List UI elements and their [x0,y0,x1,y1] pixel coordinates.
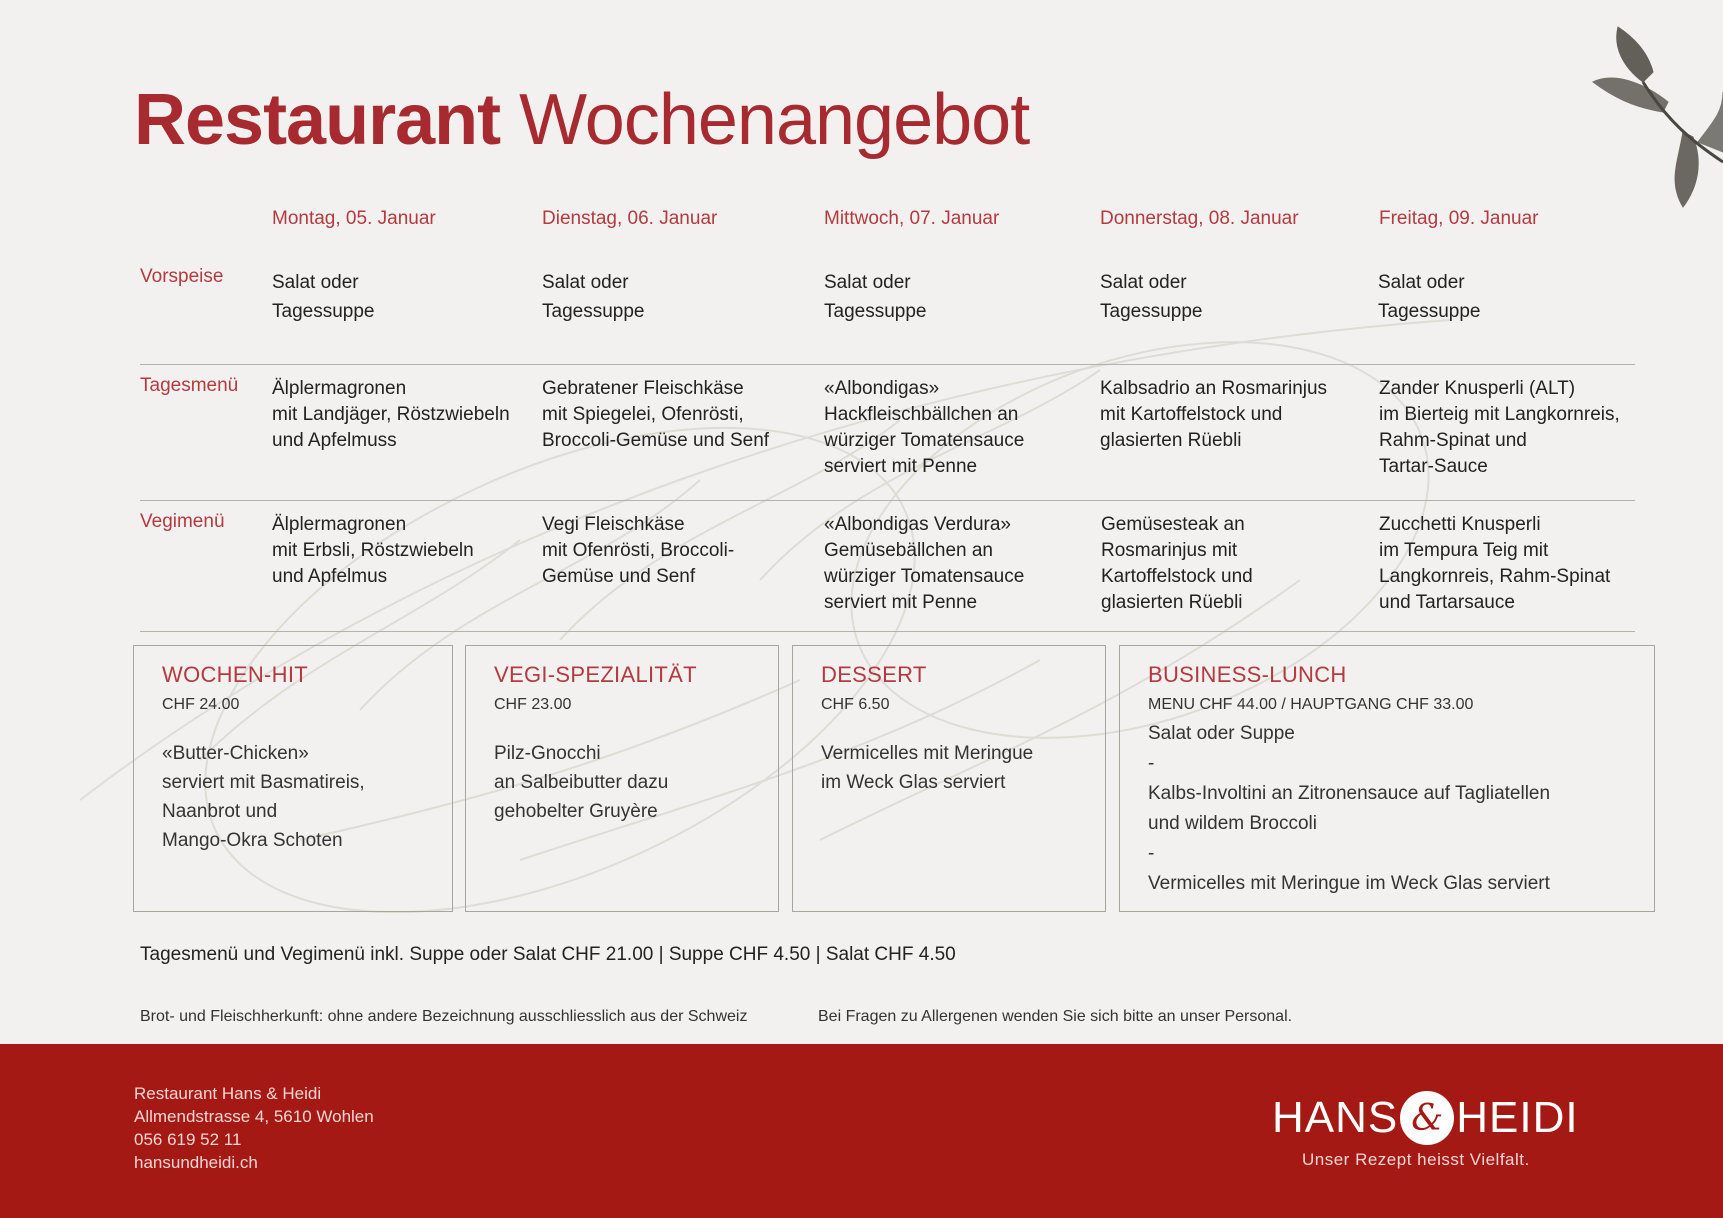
special-title: DESSERT [821,662,927,687]
brand-name-right: HEIDI [1456,1093,1579,1142]
daily-menu-monday: Älplermagronen mit Landjäger, Röstzwiebeln und Apfelmuss [272,378,510,451]
row-label-tagesmenu: Tagesmenü [140,375,239,396]
starter-monday: Salat oder Tagessuppe [272,272,375,322]
starter-wednesday: Salat oder Tagessuppe [824,272,927,322]
day-header-tuesday: Dienstag, 06. Januar [542,208,718,229]
day-header-friday: Freitag, 09. Januar [1379,208,1539,229]
vegi-menu-monday: Älplermagronen mit Erbsli, Röstzwiebeln und Apfelmus [272,514,474,587]
row-divider [140,364,1635,365]
special-price: CHF 6.50 [821,696,890,713]
page-title [134,80,1030,160]
daily-menu-friday: Zander Knusperli (ALT) im Bierteig mit Langkornreis, Rahm-Spinat und Tartar-Sauce [1379,378,1620,477]
title-light: Wochenangebot [519,80,1030,160]
daily-menu-thursday: Kalbsadrio an Rosmarinjus mit Kartoffelstock und glasierten Rüebli [1100,378,1328,451]
starter-tuesday: Salat oder Tagessuppe [542,272,645,322]
special-description: Salat oder Suppe - Kalbs-Involtini an Zitronensauce auf Tagliatellen und wildem Broccoli - Vermicelles mit Meringue im Weck Glas serviert [1148,723,1551,894]
starter-friday: Salat oder Tagessuppe [1378,272,1481,322]
row-divider [140,631,1635,632]
oak-sprig-icon [1573,12,1723,212]
restaurant-address: Restaurant Hans & Heidi Allmendstrasse 4, 5610 Wohlen 056 619 52 11 hansundheidi.ch [134,1084,374,1172]
special-box-vegi [465,645,779,912]
brand-tagline: Unser Rezept heisst Vielfalt. [1302,1150,1530,1169]
day-header-monday: Montag, 05. Januar [272,208,436,229]
vegi-menu-thursday: Gemüsesteak an Rosmarinjus mit Kartoffelstock und glasierten Rüebli [1101,514,1253,613]
special-box-dessert [792,645,1106,912]
vegi-menu-wednesday: «Albondigas Verdura» Gemüsebällchen an würziger Tomatensauce serviert mit Penne [824,514,1025,613]
special-description: Pilz-Gnocchi an Salbeibutter dazu gehobelter Gruyère [494,743,669,822]
daily-menu-tuesday: Gebratener Fleischkäse mit Spiegelei, Ofenrösti, Broccoli-Gemüse und Senf [542,378,770,451]
special-description: Vermicelles mit Meringue im Weck Glas serviert [821,743,1034,793]
special-box-wochenhit [133,645,453,912]
brand-logo [1272,1092,1579,1144]
special-price: CHF 24.00 [162,696,240,713]
day-header-thursday: Donnerstag, 08. Januar [1100,208,1299,229]
row-label-vorspeise: Vorspeise [140,266,224,287]
daily-menu-wednesday: «Albondigas» Hackfleischbällchen an würziger Tomatensauce serviert mit Penne [824,378,1025,477]
leaf-watermark-icon [0,240,1723,1040]
special-box-business-lunch [1119,645,1655,912]
vegi-menu-tuesday: Vegi Fleischkäse mit Ofenrösti, Broccoli- Gemüse und Senf [542,514,735,587]
special-price: MENU CHF 44.00 / HAUPTGANG CHF 33.00 [1148,696,1474,713]
origin-note: Brot- und Fleischherkunft: ohne andere Bezeichnung ausschliesslich aus der Schweiz [140,1008,748,1025]
vegi-menu-friday: Zucchetti Knusperli im Tempura Teig mit Langkornreis, Rahm-Spinat und Tartarsauce [1379,514,1611,613]
day-header-wednesday: Mittwoch, 07. Januar [824,208,1000,229]
special-description: «Butter-Chicken» serviert mit Basmatireis, Naanbrot und Mango-Okra Schoten [162,743,365,851]
row-divider [140,500,1635,501]
special-title: WOCHEN-HIT [162,662,308,687]
starter-thursday: Salat oder Tagessuppe [1100,272,1203,322]
special-price: CHF 23.00 [494,696,572,713]
brand-name-left: HANS [1272,1093,1399,1142]
special-title: VEGI-SPEZIALITÄT [494,662,697,687]
price-note: Tagesmenü und Vegimenü inkl. Suppe oder Salat CHF 21.00 | Suppe CHF 4.50 | Salat CHF 4.50 [140,944,956,965]
title-bold: Restaurant [134,80,501,160]
special-title: BUSINESS-LUNCH [1148,662,1347,687]
footer [0,1044,1723,1218]
ampersand-badge: & [1400,1091,1454,1145]
allergen-note: Bei Fragen zu Allergenen wenden Sie sich bitte an unser Personal. [818,1008,1293,1025]
row-label-vegimenu: Vegimenü [140,511,225,532]
